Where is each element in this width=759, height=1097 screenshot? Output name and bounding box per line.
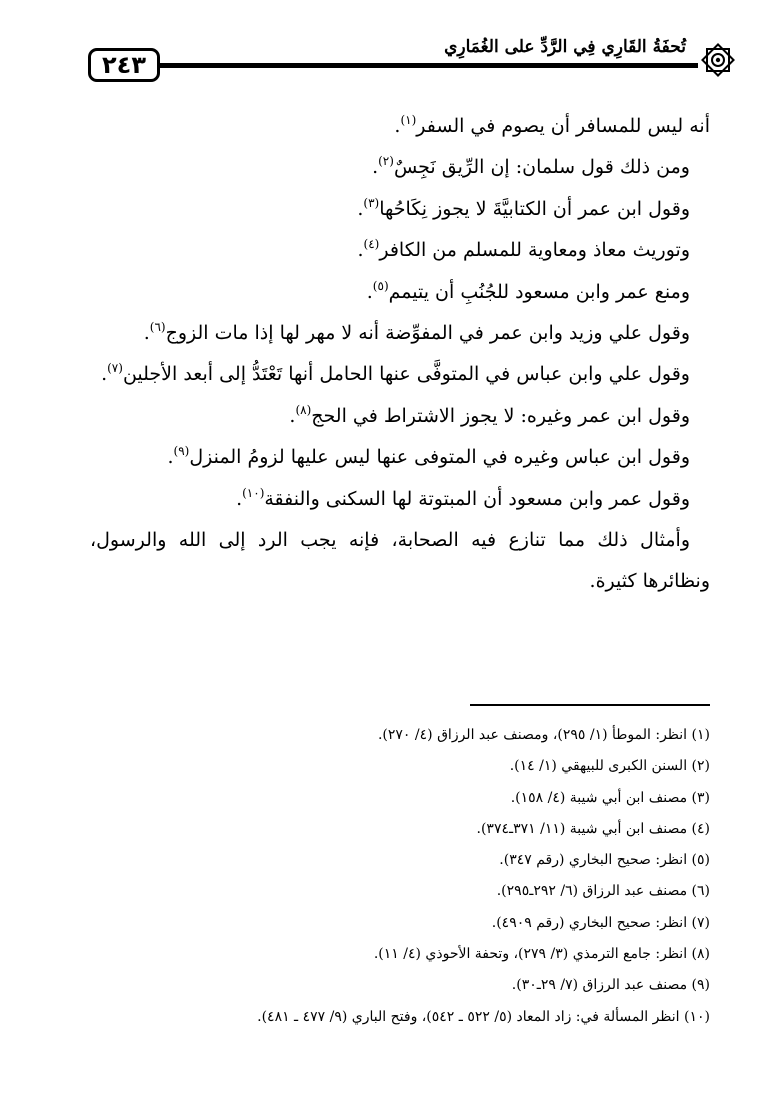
paragraph-text: وتوريث معاذ ومعاوية للمسلم من الكافر: [379, 239, 690, 262]
footnote: (٥) انظر: صحيح البخاري (رقم ٣٤٧).: [499, 852, 710, 869]
paragraph: [90, 189, 710, 230]
footnote-ref: (٤): [363, 237, 380, 252]
footnote-ref: (٣): [363, 195, 380, 210]
paragraph: [90, 313, 710, 354]
paragraph-end: .: [236, 487, 243, 510]
running-title: تُحفَةُ القَارِي فِي الرَّدِّ على الغُمَارِي: [438, 36, 692, 58]
paragraph: [90, 396, 710, 437]
paragraph-text: وقول علي وزيد وابن عمر في المفوِّضة أنه لا مهر لها إذا مات الزوج: [165, 322, 690, 345]
footnote: (٧) انظر: صحيح البخاري (رقم ٤٩٠٩).: [491, 914, 710, 931]
footnote-ref: (٧): [107, 361, 123, 376]
page-number: ٢٤٣: [88, 48, 160, 82]
paragraph-text: وقول ابن عباس وغيره في المتوفى عنها ليس عليها لزومُ المنزل: [189, 446, 690, 469]
footnote: (١٠) انظر المسألة في: زاد المعاد (٥/ ٥٢٢ ـ ٥٤٢)، وفتح الباري (٩/ ٤٧٧ ـ ٤٨١).: [257, 1008, 710, 1025]
paragraph-text: وأمثال ذلك مما تنازع فيه الصحابة، فإنه يجب الرد إلى الله والرسول، ونظائرها كثيرة.: [90, 529, 710, 593]
paragraph-end: .: [101, 363, 108, 386]
paragraph-text: وقول ابن عمر وغيره: لا يجوز الاشتراط في الحج: [311, 404, 690, 427]
main-text: [90, 106, 710, 603]
paragraph-end: .: [372, 156, 379, 179]
paragraph-text: ومن ذلك قول سلمان: إن الرِّيق نَجِسٌ: [393, 156, 690, 179]
paragraph-end: .: [167, 446, 174, 469]
paragraph: [90, 230, 710, 271]
header-rule: [160, 63, 698, 68]
footnote: (٢) السنن الكبرى للبيهقي (١/ ١٤).: [509, 758, 710, 775]
paragraph: [90, 272, 710, 313]
paragraph: [90, 479, 710, 520]
footnote: (٤) مصنف ابن أبي شيبة (١١/ ٣٧١ـ٣٧٤).: [476, 820, 710, 837]
paragraph-text: وقول علي وابن عباس في المتوفَّى عنها الحامل أنها تَعْتَدُّ إلى أبعد الأجلين: [122, 363, 690, 386]
paragraph: [90, 354, 710, 395]
paragraph-text: وقول عمر وابن مسعود أن المبتوتة لها السكنى والنفقة: [264, 487, 690, 510]
paragraph-end: .: [357, 239, 364, 262]
paragraph-text: أنه ليس للمسافر أن يصوم في السفر: [416, 115, 710, 137]
footnote-ref: (١٠): [242, 485, 265, 500]
paragraph-end: .: [289, 404, 296, 427]
paragraph: [90, 437, 710, 478]
footnote-ref: (٦): [149, 320, 166, 335]
paragraph: [90, 106, 710, 147]
footnote-separator: [470, 704, 710, 706]
footnote-ref: (٨): [295, 402, 312, 417]
footnote-ref: (٢): [378, 154, 394, 169]
star-ornament-icon: [698, 40, 738, 80]
footnote: (٣) مصنف ابن أبي شيبة (٤/ ١٥٨).: [510, 789, 710, 806]
footnote: (٨) انظر: جامع الترمذي (٣/ ٢٧٩)، وتحفة الأحوذي (٤/ ١١).: [373, 946, 710, 963]
footnote: (١) انظر: الموطأ (١/ ٢٩٥)، ومصنف عبد الرزاق (٤/ ٢٧٠).: [377, 727, 710, 743]
footnotes: [90, 720, 710, 1033]
paragraph-text: ومنع عمر وابن مسعود للجُنُبِ أن يتيمم: [388, 280, 690, 303]
footnote-ref: (٥): [372, 278, 389, 293]
footnote: (٦) مصنف عبد الرزاق (٦/ ٢٩٢ـ٢٩٥).: [496, 883, 710, 900]
footnote-ref: (١): [400, 113, 417, 127]
paragraph-text: وقول ابن عمر أن الكتابيَّةَ لا يجوز نِكَاحُها: [379, 197, 690, 220]
paragraph: [90, 147, 710, 188]
paragraph-end: .: [357, 197, 364, 220]
footnote: (٩) مصنف عبد الرزاق (٧/ ٢٩ـ٣٠).: [511, 977, 710, 994]
running-header: [88, 37, 738, 96]
paragraph-end: .: [394, 115, 401, 137]
paragraph: [90, 520, 710, 603]
paragraph-end: .: [143, 322, 150, 345]
footnote-ref: (٩): [173, 444, 190, 459]
paragraph-end: .: [366, 280, 373, 303]
